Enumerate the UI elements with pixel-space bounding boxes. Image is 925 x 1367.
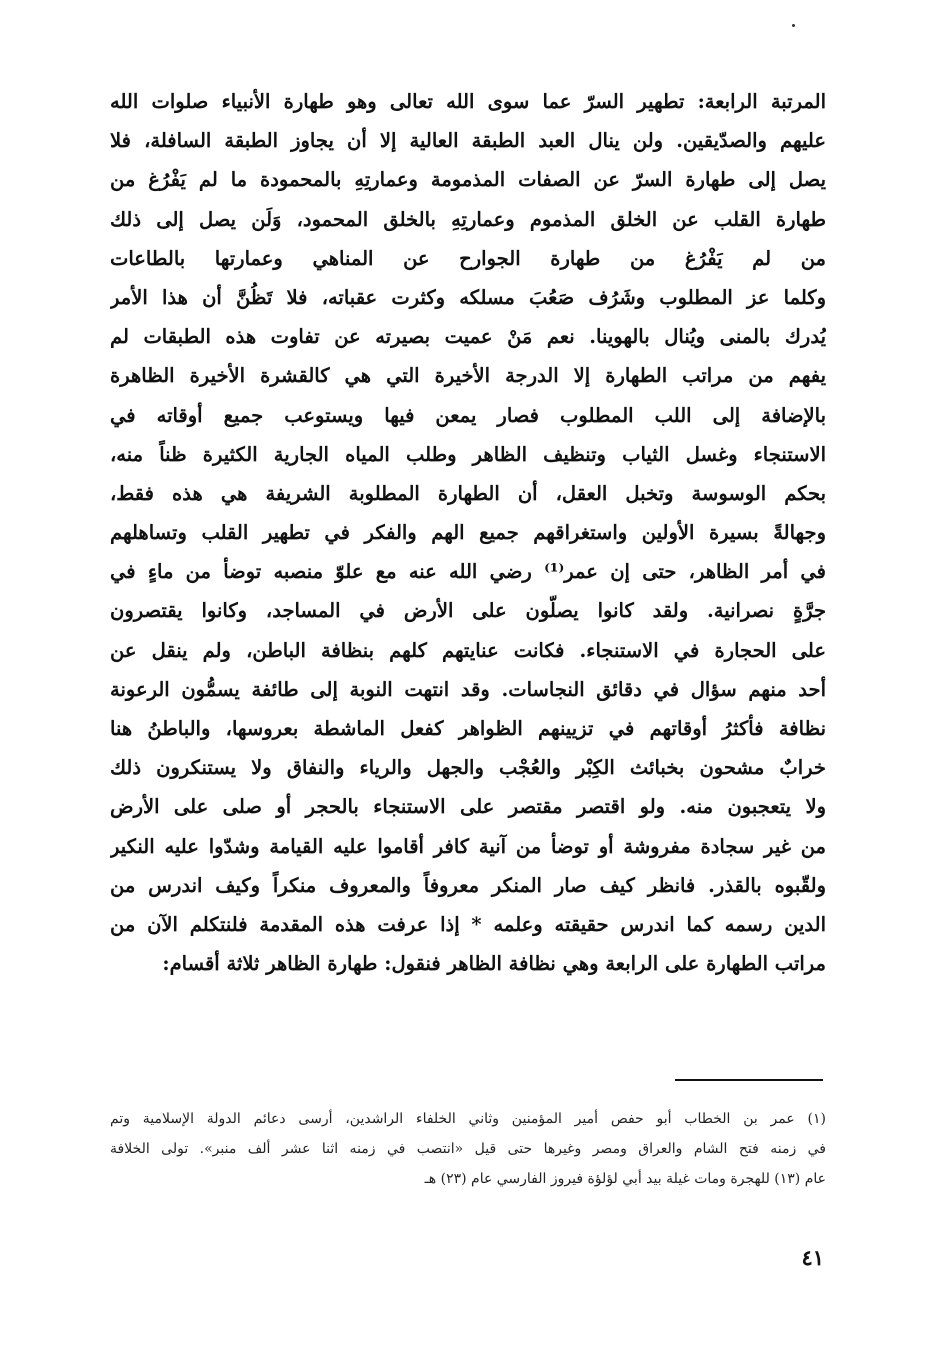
text-line: جرَّةٍ نصرانية. ولقد كانوا يصلّون على الأرض في المساجد، وكانوا يقتصرون bbox=[110, 599, 826, 623]
footnote-divider bbox=[675, 1079, 823, 1081]
text-line: وكلما عز المطلوب وشَرُف صَعُبَ مسلكه وكثرت عقباته، فلا تَظُنَّ أن هذا الأمر bbox=[110, 285, 826, 309]
page-number: ٤١ bbox=[801, 1245, 824, 1270]
text-line: من غير سجادة مفروشة أو توضأ من آنية كافر أقاموا عليه القيامة وشدّوا عليه النكير bbox=[110, 834, 826, 858]
footnote-line: في زمنه فتح الشام والعراق ومصر وغيرها حتى قيل «انتصب في زمنه اثنا عشر ألف منبر». تولى الخلافة bbox=[110, 1141, 826, 1157]
text-line: ولقّبوه بالقذر. فانظر كيف صار المنكر معروفاً والمعروف منكراً وكيف اندرس من bbox=[110, 873, 826, 897]
text-line: عليهم والصدّيقين. ولن ينال العبد الطبقة العالية إلا أن يجاوز الطبقة السافلة، فلا bbox=[110, 129, 826, 153]
text-line: بحكم الوسوسة وتخبل العقل، أن الطهارة المطلوبة الشريفة هي هذه فقط، bbox=[110, 481, 826, 505]
text-line: المرتبة الرابعة: تطهير السرّ عما سوى الله تعالى وهو طهارة الأنبياء صلوات الله bbox=[110, 90, 826, 113]
footnote-line: (١) عمر بن الخطاب أبو حفص أمير المؤمنين وثاني الخلفاء الراشدين، أرسى دعائم الدولة الإسلامية وتم bbox=[110, 1111, 826, 1127]
text-line: يصل إلى طهارة السرّ عن الصفات المذمومة وعمارتِهِ بالمحمودة ما لم يَفْرُغ من bbox=[110, 168, 826, 192]
text-line: يفهم من مراتب الطهارة إلا الدرجة الأخيرة التي هي كالقشرة الأخيرة الظاهرة bbox=[110, 364, 826, 388]
text-line: وجهالةً بسيرة الأولين واستغراقهم جميع الهم والفكر في تطهير القلب وتساهلهم bbox=[110, 521, 826, 545]
text-line: ولا يتعجبون منه. ولو اقتصر مقتصر على الاستنجاء بالحجر أو صلى على الأرض bbox=[110, 795, 826, 819]
footnote-line: عام (١٣) للهجرة ومات غيلة بيد أبي لؤلؤة فيروز الفارسي عام (٢٣) هـ bbox=[424, 1171, 826, 1187]
text-line: نظافة فأكثرُ أوقاتهم في تزيينهم الظواهر كفعل الماشطة بعروسها، والباطنُ هنا bbox=[110, 717, 826, 740]
text-line: على الحجارة في الاستنجاء. فكانت عنايتهم كلهم بنظافة الباطن، ولم ينقل عن bbox=[110, 638, 826, 662]
text-line: الدين رسمه كما اندرس حقيقته وعلمه * إذا عرفت هذه المقدمة فلنتكلم الآن من bbox=[110, 912, 826, 936]
text-line: في أمر الظاهر، حتى إن عمر⁽¹⁾ رضي الله عنه مع علوّ منصبه توضأ من ماءٍ في bbox=[110, 560, 826, 584]
text-line: الاستنجاء وغسل الثياب وتنظيف الظاهر وطلب المياه الجارية الكثيرة ظناً منه، bbox=[110, 442, 826, 466]
main-text-block bbox=[110, 82, 826, 983]
margin-dot bbox=[792, 24, 795, 27]
text-line: يُدرك بالمنى ويُنال بالهوينا. نعم مَنْ عميت بصيرته عن تفاوت هذه الطبقات لم bbox=[110, 325, 826, 349]
text-line: طهارة القلب عن الخلق المذموم وعمارتِهِ بالخلق المحمود، وَلَن يصل إلى ذلك bbox=[110, 207, 826, 231]
text-line: من لم يَفْرُغ من طهارة الجوارح عن المناهي وعمارتها بالطاعات bbox=[110, 246, 826, 270]
text-line: أحد منهم سؤال في دقائق النجاسات. وقد انتهت النوبة إلى طائفة يسمُّون الرعونة bbox=[110, 677, 826, 701]
text-line: بالإضافة إلى اللب المطلوب فصار يمعن فيها ويستوعب جميع أوقاته في bbox=[110, 403, 826, 427]
text-line: مراتب الطهارة على الرابعة وهي نظافة الظاهر فنقول: طهارة الظاهر ثلاثة أقسام: bbox=[162, 952, 826, 976]
footnote-block bbox=[110, 1104, 826, 1194]
text-line: خرابٌ مشحون بخبائث الكِبْر والعُجْب والجهل والرياء والنفاق ولا يستنكرون ذلك bbox=[110, 756, 826, 780]
